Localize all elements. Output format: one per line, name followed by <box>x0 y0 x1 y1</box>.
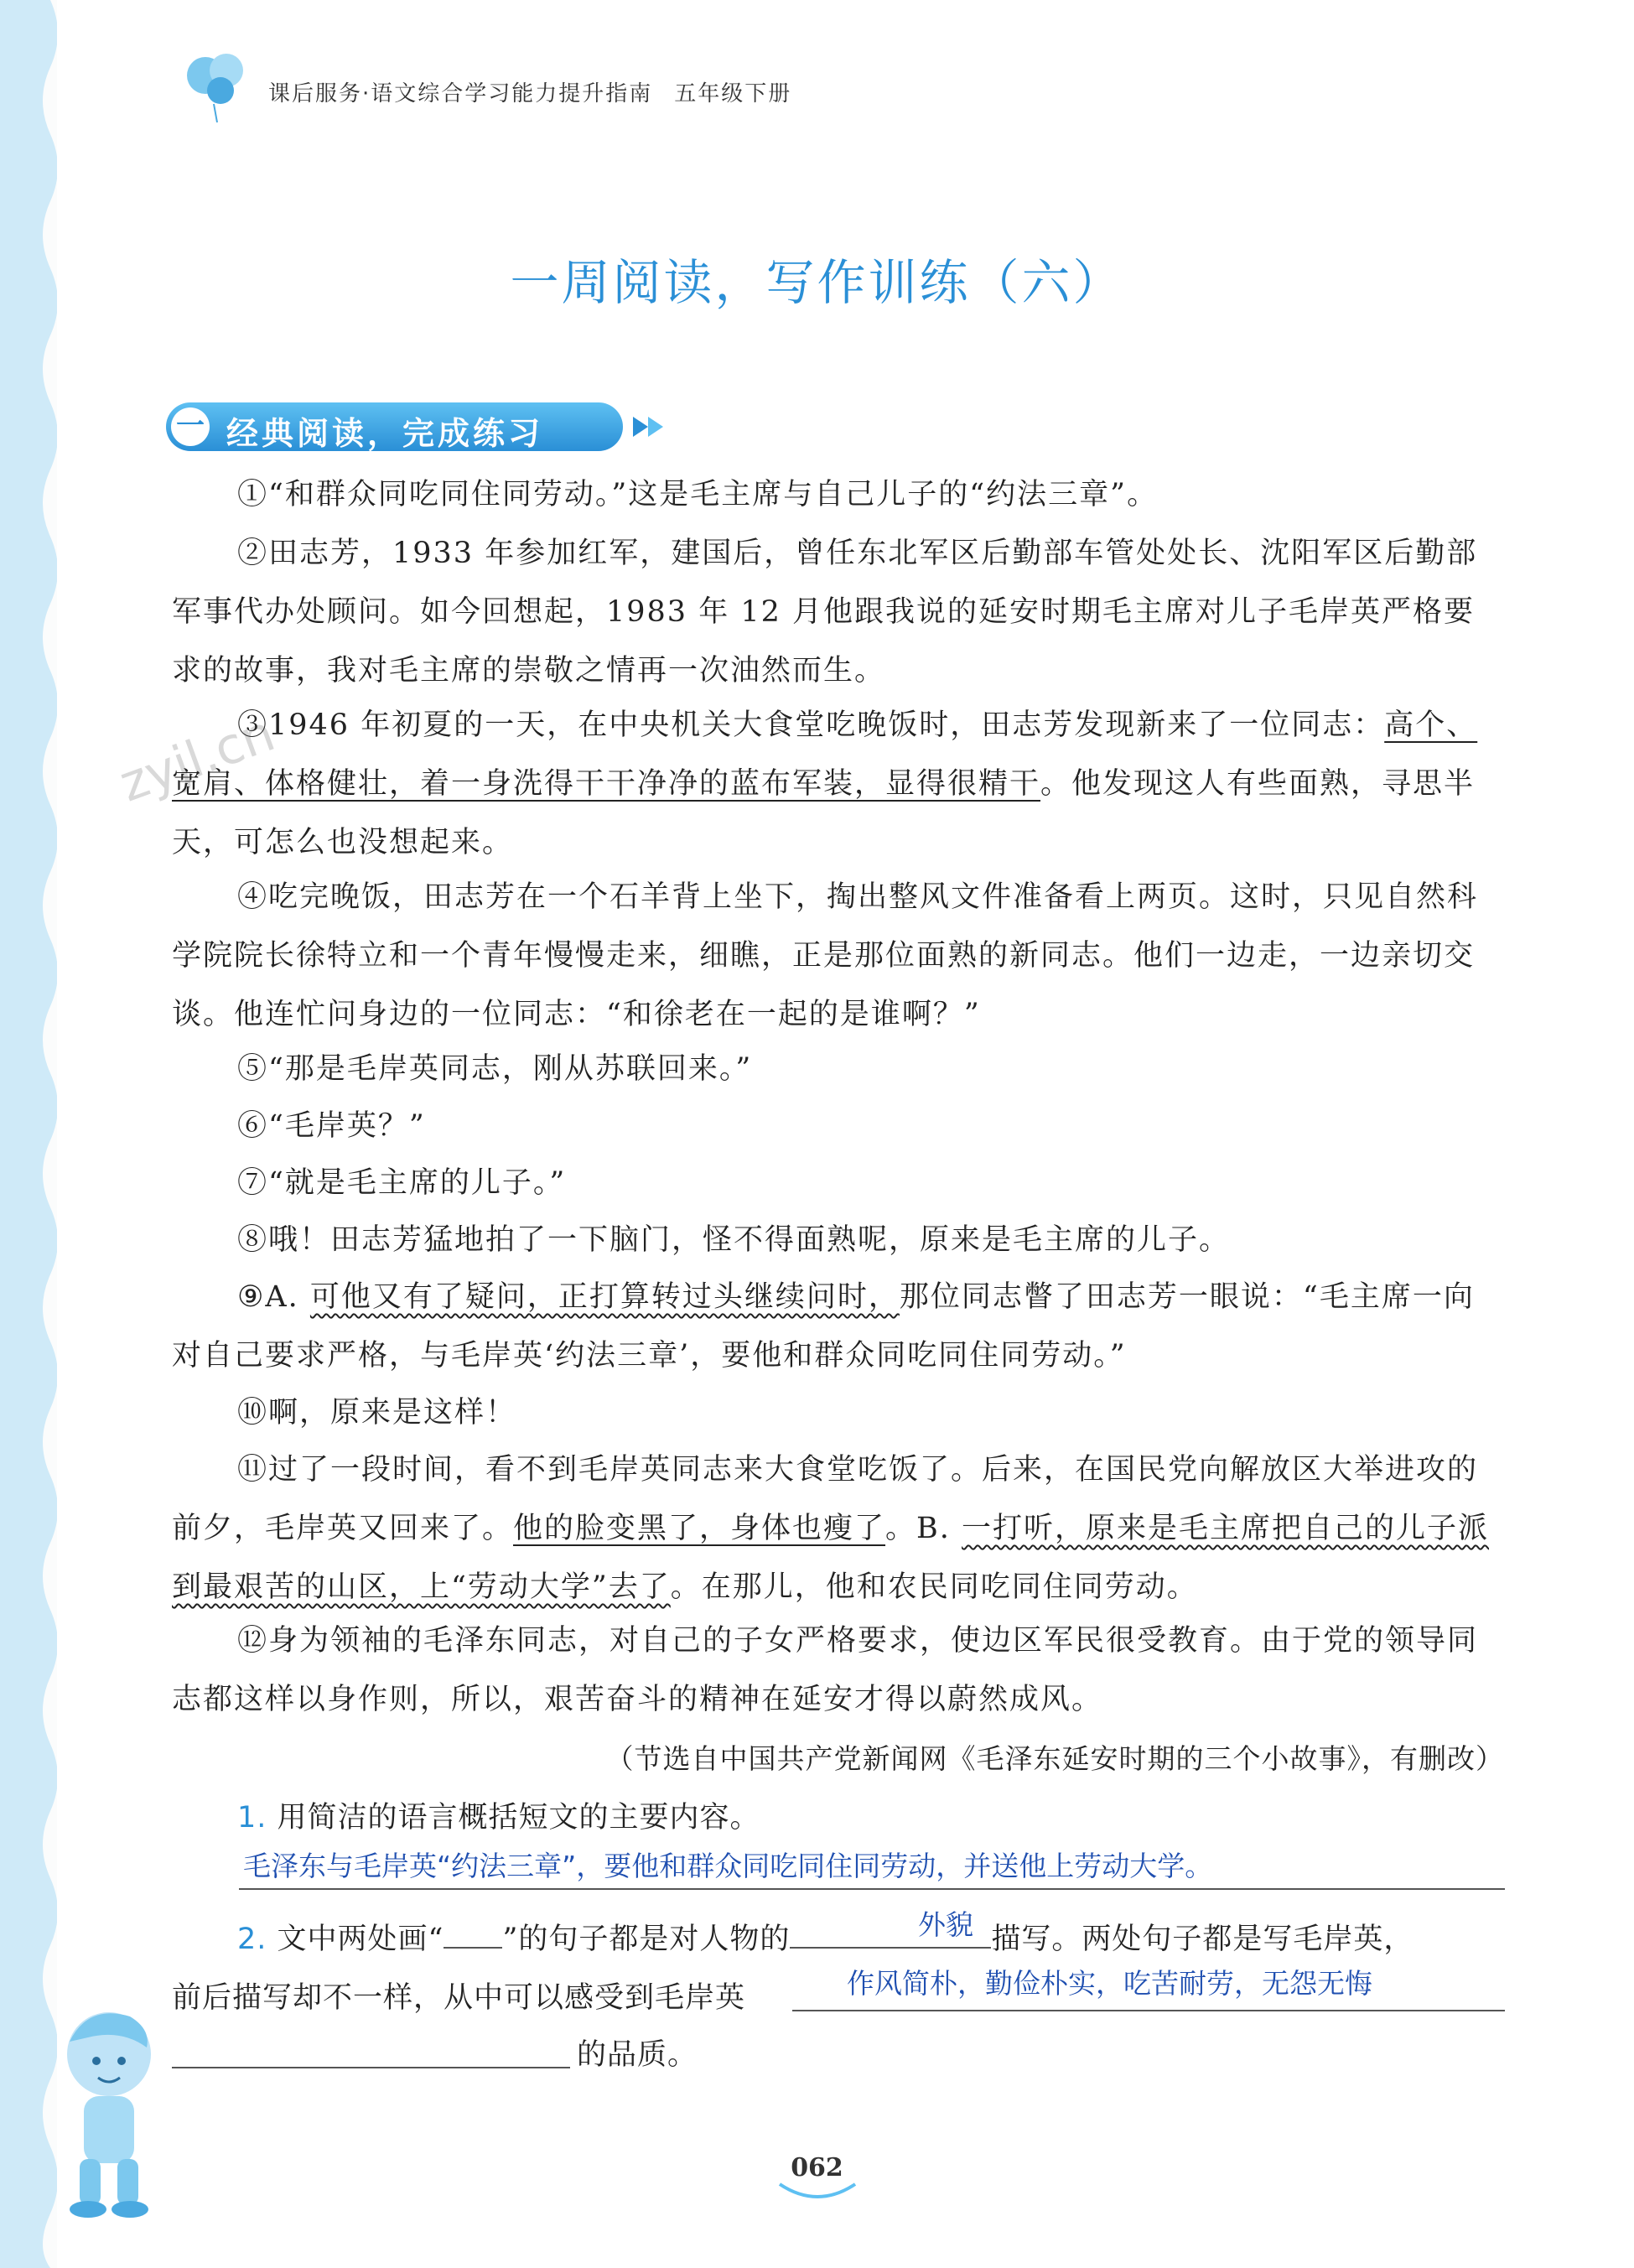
question-text: ”的句子都是对人物的 <box>502 1923 791 1956</box>
question-number: 2. <box>237 1923 267 1956</box>
question-1 <box>172 1794 1505 1836</box>
paragraph-7 <box>172 1154 1505 1212</box>
question-text: 文中两处画“ <box>277 1923 444 1956</box>
paragraph-text: ⑫身为领袖的毛泽东同志，对自己的子女严格要求，使边区军民很受教育。由于党的领导同志都这样以身作则，所以，艰苦奋斗的精神在延安才得以蔚然成风。 <box>172 1624 1479 1716</box>
source-citation: （节选自中国共产党新闻网《毛泽东延安时期的三个小故事》，有删改） <box>605 1742 1504 1775</box>
section-number: 一 <box>171 407 210 446</box>
paragraph-10 <box>172 1383 1505 1442</box>
section-badge <box>166 402 623 451</box>
question-number: 1. <box>237 1801 267 1835</box>
answer-2b-handwriting[interactable]: 作风简朴，勤俭朴实，吃苦耐劳，无怨无悔 <box>847 1967 1372 2000</box>
paragraph-5 <box>172 1040 1505 1098</box>
paragraph-1 <box>172 465 1505 524</box>
header-text <box>268 76 791 107</box>
header-series: 课后服务·语文综合学习能力提升指南 <box>268 81 653 106</box>
question-2 <box>172 1916 1505 1958</box>
paragraph-11 <box>172 1440 1505 1617</box>
question-text: 用简洁的语言概括短文的主要内容。 <box>277 1801 760 1835</box>
question-text: 的品质。 <box>577 2038 698 2072</box>
wavy-underlined-sentence-a: 可他又有了疑问，正打算转过头继续问时， <box>309 1280 900 1314</box>
paragraph-text: ⑤“那是毛岸英同志，刚从苏联回来。” <box>237 1052 753 1086</box>
paragraph-text: 那位同志瞥了田志芳一眼说：“毛主席一向对自己要求严格，与毛岸英‘约法三章’，要他和群众同吃同住同劳动。” <box>172 1280 1475 1373</box>
paragraph-text: ③1946 年初夏的一天，在中央机关大食堂吃晚饭时，田志芳发现新来了一位同志： <box>237 708 1385 742</box>
balloon-icon <box>180 49 256 124</box>
underlined-appearance-sentence-1: 高个、宽肩、体格健壮，着一身洗得干干净净的蓝布军装，显得很精干 <box>172 708 1478 801</box>
paragraph-text: ⑨A. <box>237 1280 310 1314</box>
paragraph-text: ②田志芳，1933 年参加红军，建国后，曾任东北军区后勤部车管处处长、沈阳军区后勤部军事代办处顾问。如今回想起，1983 年 12 月他跟我说的延安时期毛主席对儿子毛岸英严格要求的故事，我对毛主席的崇敬之情再一次油然而生。 <box>172 537 1478 688</box>
paragraph-text: ①“和群众同吃同住同劳动。”这是毛主席与自己儿子的“约法三章”。 <box>237 478 1159 511</box>
wavy-underlined-sentence-b: 一打听，原来是毛主席把自己的儿子派到最艰苦的山区，上“劳动大学”去了 <box>172 1512 1490 1604</box>
header-grade: 五年级下册 <box>674 81 792 106</box>
paragraph-3 <box>172 696 1505 872</box>
section-label: 经典阅读，完成练习 <box>226 415 544 452</box>
paragraph-2 <box>172 524 1505 700</box>
paragraph-text: ⑥“毛岸英？” <box>237 1109 426 1143</box>
page-number: 062 <box>791 2153 843 2182</box>
paragraph-text: 。B. <box>885 1512 962 1545</box>
watermark: zyjl.cn <box>112 703 283 814</box>
question-2-end <box>577 2032 912 2073</box>
answer-line <box>792 2010 1505 2011</box>
underlined-appearance-sentence-2: 他的脸变黑了，身体也瘦了 <box>513 1512 886 1545</box>
answer-line <box>172 2067 570 2068</box>
paragraph-text: 。他发现这人有些面熟，寻思半天，可怎么也没想起来。 <box>172 767 1476 859</box>
answer-1-handwriting[interactable]: 毛泽东与毛岸英“约法三章”，要他和群众同吃同住同劳动，并送他上劳动大学。 <box>243 1850 1213 1882</box>
double-arrow-icon <box>631 414 668 439</box>
paragraph-text: ⑧哦！田志芳猛地拍了一下脑门，怪不得面熟呢，原来是毛主席的儿子。 <box>237 1223 1231 1257</box>
blank-underline-sample <box>444 1947 502 1949</box>
answer-line <box>239 1888 1505 1890</box>
question-text: 前后描写却不一样，从中可以感受到毛岸英 <box>172 1981 746 2015</box>
paragraph-6 <box>172 1097 1505 1155</box>
paragraph-text: ⑦“就是毛主席的儿子。” <box>237 1166 567 1200</box>
paragraph-12 <box>172 1611 1505 1729</box>
paragraph-8 <box>172 1211 1505 1269</box>
answer-blank-1[interactable] <box>790 1947 991 1949</box>
paragraph-text: ⑩啊，原来是这样！ <box>237 1396 517 1430</box>
paragraph-4 <box>172 868 1505 1044</box>
paragraph-text: 。在那儿，他和农民同吃同住同劳动。 <box>670 1570 1198 1604</box>
paragraph-9 <box>172 1268 1505 1385</box>
page-number-decoration <box>776 2180 859 2205</box>
paragraph-text: ⑪过了一段时间，看不到毛岸英同志来大食堂吃饭了。后来，在国民党向解放区大举进攻的前夕，毛岸英又回来了。 <box>172 1453 1479 1545</box>
page-title: 一周阅读，写作训练（六） <box>510 254 1124 311</box>
paragraph-text: ④吃完晚饭，田志芳在一个石羊背上坐下，掏出整风文件准备看上两页。这时，只见自然科学院院长徐特立和一个青年慢慢走来，细瞧，正是那位面熟的新同志。他们一边走，一边亲切交谈。他连忙问身边的一位同志：“和徐老在一起的是谁啊？” <box>172 880 1479 1031</box>
cartoon-boy-illustration <box>38 1996 180 2230</box>
question-text: 描写。两处句子都是写毛岸英， <box>991 1923 1414 1956</box>
answer-2a-handwriting[interactable]: 外貌 <box>918 1908 973 1941</box>
